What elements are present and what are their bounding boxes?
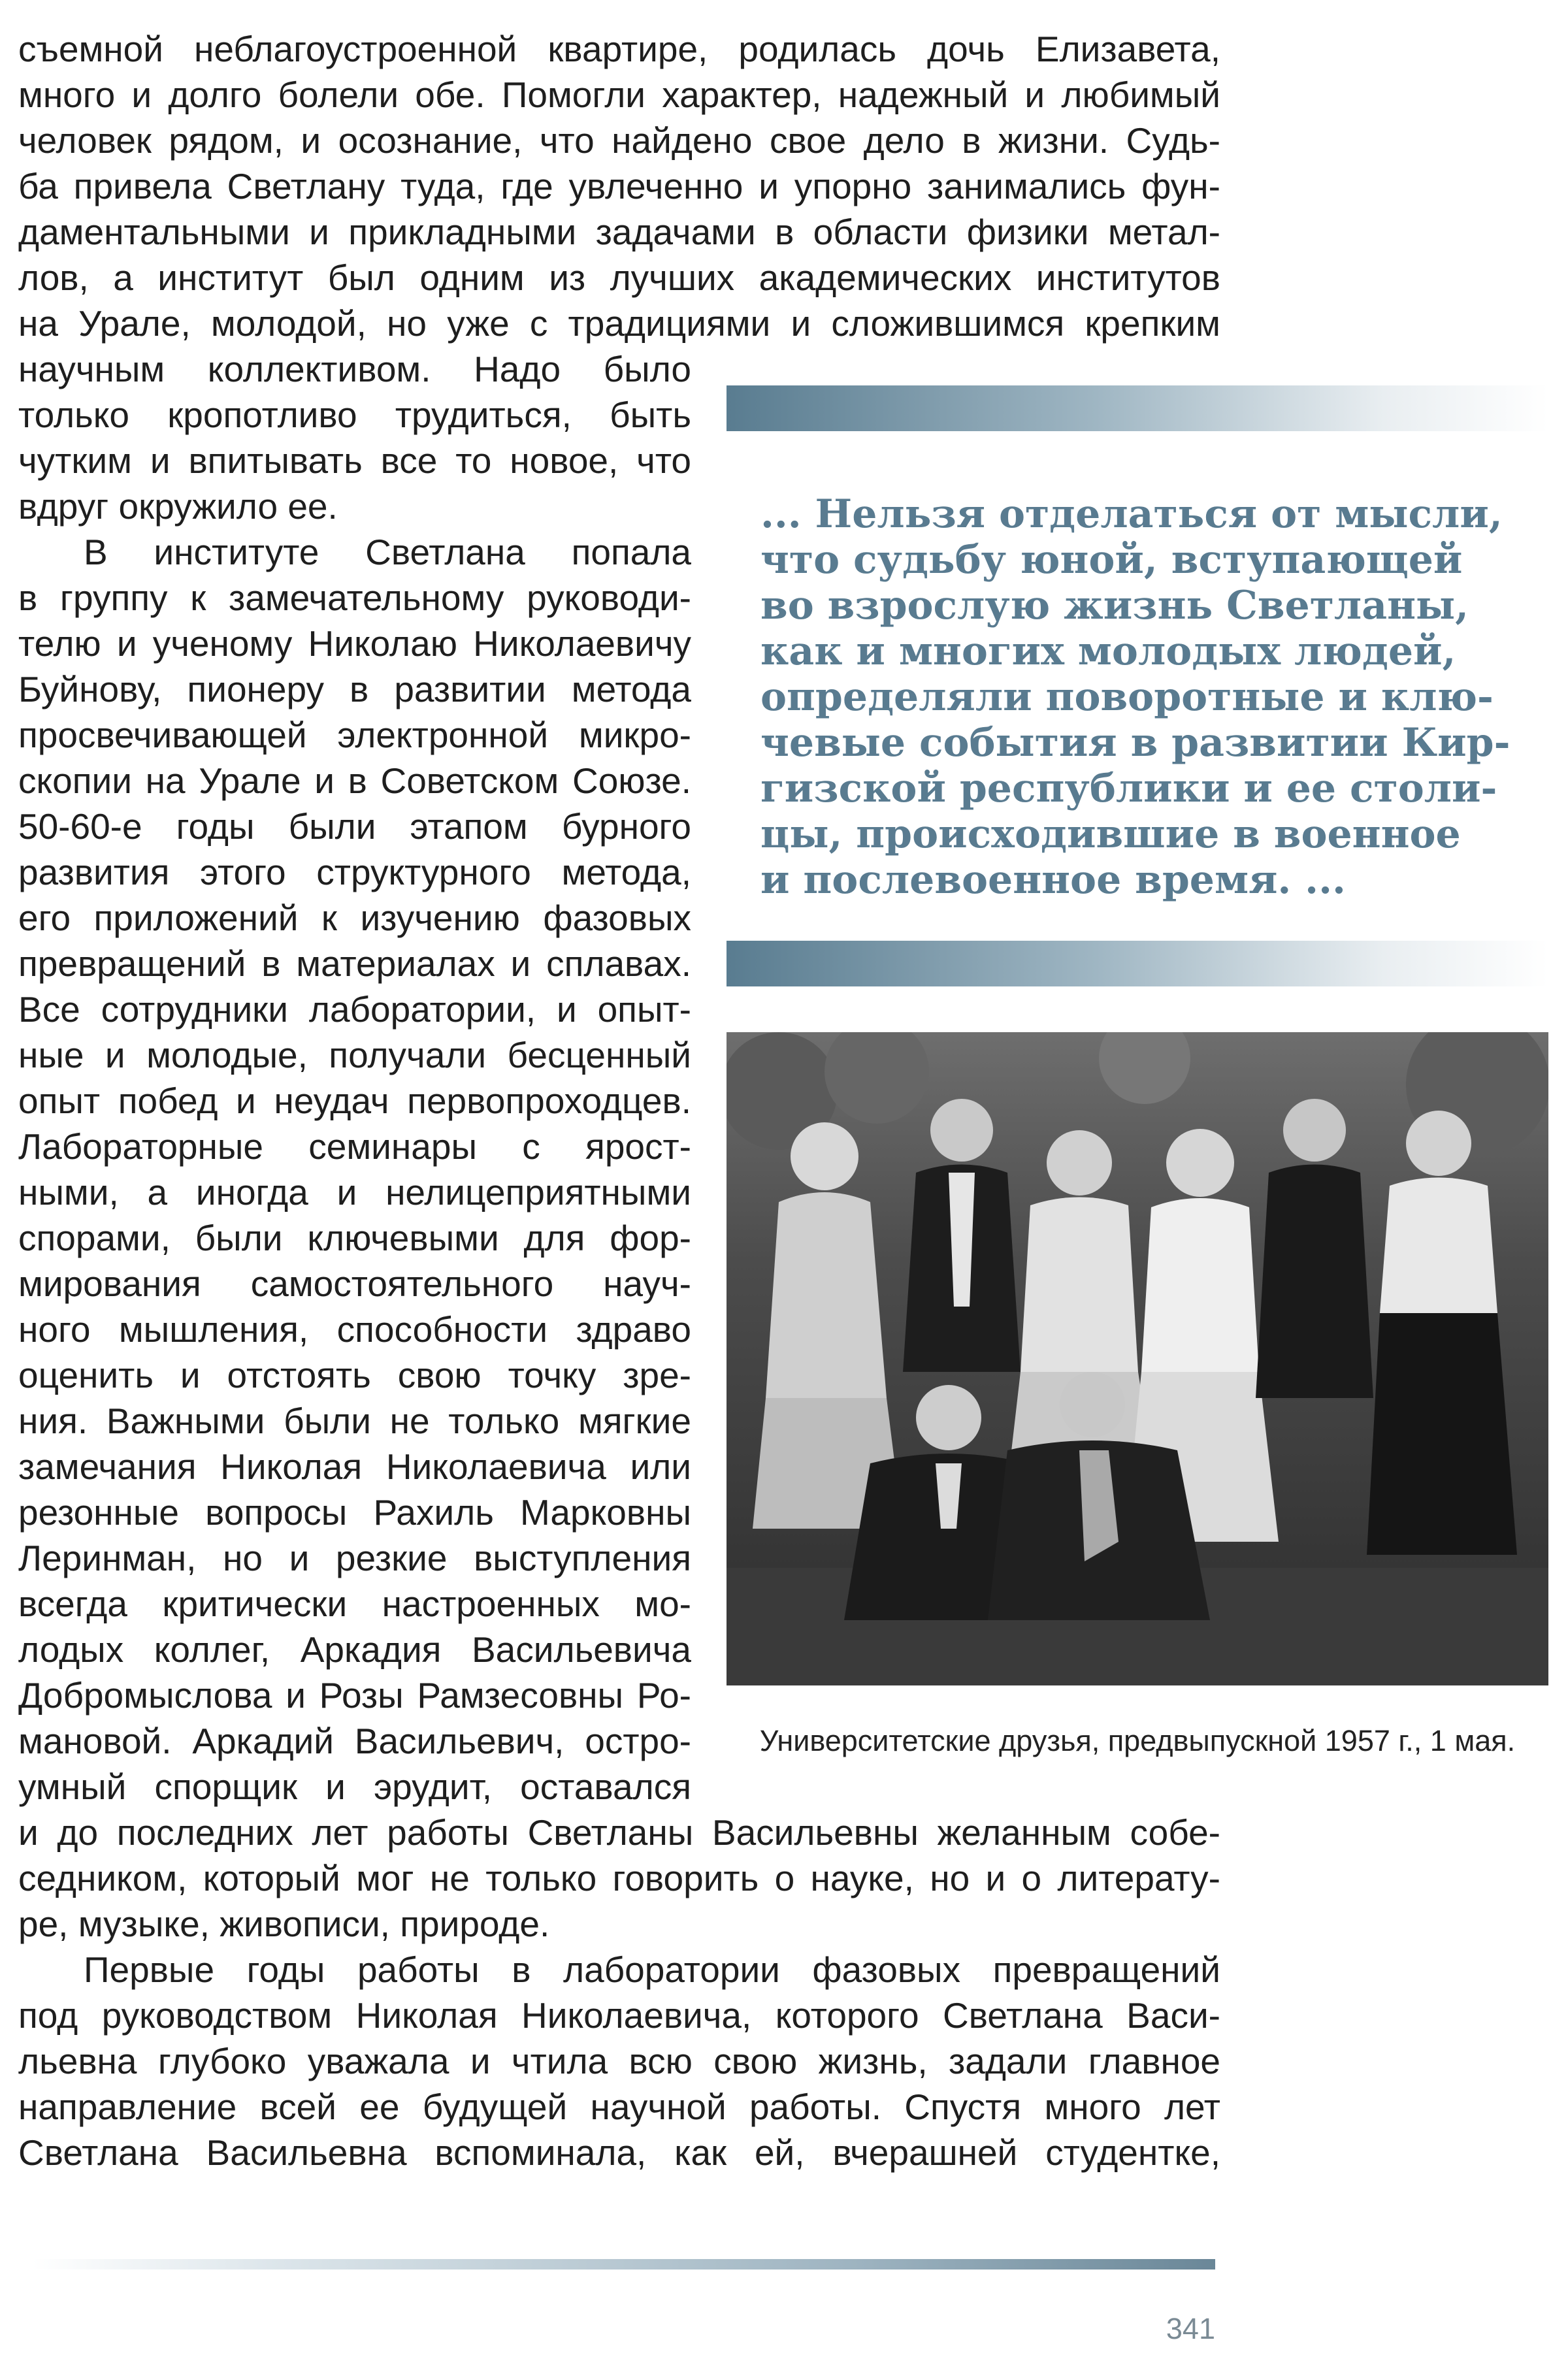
body-line-col-16: ные и молодые, получали бесценный [18, 1035, 691, 1075]
body-line-col-21: мирования самостоятельного науч- [18, 1263, 691, 1304]
body-line-col-19: ными, а иногда и нелицеприятными [18, 1172, 691, 1212]
body-line-top-2: много и долго болели обе. Помогли характер, надежный и любимый [18, 74, 1220, 115]
body-line-col-1: научным коллективом. Надо было [18, 349, 691, 389]
body-line-col-28: всегда критически настроенных мо- [18, 1584, 691, 1624]
body-line-col-25: замечания Николая Николаевича или [18, 1446, 691, 1487]
body-line-bottom-4: Первые годы работы в лаборатории фазовых превращений [84, 1949, 1220, 1990]
body-line-col-3: чутким и впитывать все то новое, что [18, 440, 691, 481]
body-line-col-15: Все сотрудники лаборатории, и опыт- [18, 989, 691, 1030]
body-line-bottom-3: ре, музыке, живописи, природе. [18, 1904, 550, 1944]
pull-quote-line-7: гизской республики и ее столи- [760, 766, 1497, 811]
body-line-col-22: ного мышления, способности здраво [18, 1309, 691, 1350]
pull-quote-top-band [727, 385, 1548, 431]
body-line-col-9: просвечивающей электронной микро- [18, 715, 691, 755]
body-line-col-30: Добромыслова и Розы Рамзесовны Ро- [18, 1675, 691, 1716]
group-photo [727, 1032, 1548, 1685]
body-line-col-6: в группу к замечательному руководи- [18, 578, 691, 618]
body-line-col-10: скопии на Урале и в Советском Союзе. [18, 760, 691, 801]
body-line-col-4: вдруг окружило ее. [18, 486, 338, 527]
body-line-col-7: телю и ученому Николаю Николаевичу [18, 623, 691, 664]
body-line-bottom-8: Светлана Васильевна вспоминала, как ей, вчерашней студентке, [18, 2132, 1220, 2173]
body-line-col-13: его приложений к изучению фазовых [18, 898, 691, 938]
body-line-top-6: лов, а институт был одним из лучших академических институтов [18, 257, 1220, 298]
body-line-bottom-6: льевна глубоко уважала и чтила всю свою жизнь, задали главное [18, 2041, 1220, 2081]
body-line-col-24: ния. Важными были не только мягкие [18, 1401, 691, 1441]
body-line-col-29: лодых коллег, Аркадия Васильевича [18, 1629, 691, 1670]
pull-quote-line-2: что судьбу юной, вступающей [760, 537, 1463, 583]
pull-quote-line-4: как и многих молодых людей, [760, 628, 1456, 674]
body-line-bottom-1: и до последних лет работы Светланы Васильевны желанным собе- [18, 1812, 1220, 1853]
body-line-col-12: развития этого структурного метода, [18, 852, 691, 892]
body-line-bottom-2: седником, который мог не только говорить о науке, но и о литерату- [18, 1858, 1220, 1898]
body-line-top-7: на Урале, молодой, но уже с традициями и сложившимся крепким [18, 303, 1220, 344]
body-line-col-17: опыт побед и неудач первопроходцев. [18, 1081, 691, 1121]
pull-quote-bottom-band [727, 941, 1548, 986]
body-line-col-14: превращений в материалах и сплавах. [18, 943, 691, 984]
body-line-col-11: 50-60-е годы были этапом бурного [18, 806, 691, 847]
body-line-col-23: оценить и отстоять свою точку зре- [18, 1355, 691, 1395]
body-line-top-4: ба привела Светлану туда, где увлеченно и упорно занимались фун- [18, 166, 1220, 206]
body-line-col-31: мановой. Аркадий Васильевич, остро- [18, 1721, 691, 1761]
body-line-col-26: резонные вопросы Рахиль Марковны [18, 1492, 691, 1533]
footer-rule [33, 2259, 1215, 2270]
photo-caption: Университетские друзья, предвыпускной 1957 г., 1 мая. [759, 1724, 1516, 1757]
body-line-col-27: Леринман, но и резкие выступления [18, 1538, 691, 1578]
body-line-col-5: В институте Светлана попала [84, 532, 691, 572]
body-line-bottom-7: направление всей ее будущей научной работы. Спустя много лет [18, 2087, 1220, 2127]
pull-quote-line-5: определяли поворотные и клю- [760, 674, 1494, 720]
page-number: 341 [1166, 2312, 1215, 2345]
pull-quote-line-3: во взрослую жизнь Светланы, [760, 583, 1469, 628]
body-line-col-8: Буйнову, пионеру в развитии метода [18, 669, 691, 709]
pull-quote-line-8: цы, происходившие в военное [760, 811, 1461, 857]
body-line-top-3: человек рядом, и осознание, что найдено свое дело в жизни. Судь- [18, 120, 1220, 161]
pull-quote-line-6: чевые события в развитии Кир- [760, 720, 1511, 766]
body-line-top-5: даментальными и прикладными задачами в области физики метал- [18, 212, 1220, 252]
body-line-col-18: Лабораторные семинары с ярост- [18, 1126, 691, 1167]
group-photo-illustration [727, 1032, 1548, 1685]
body-line-col-2: только кропотливо трудиться, быть [18, 395, 691, 435]
body-line-bottom-5: под руководством Николая Николаевича, которого Светлана Васи- [18, 1995, 1220, 2036]
pull-quote-line-9: и послевоенное время. ... [760, 857, 1346, 903]
body-line-top-1: съемной неблагоустроенной квартире, родилась дочь Елизавета, [18, 29, 1220, 69]
body-line-col-32: умный спорщик и эрудит, оставался [18, 1766, 691, 1807]
pull-quote-line-1: ... Нельзя отделаться от мысли, [760, 491, 1503, 537]
body-line-col-20: спорами, были ключевыми для фор- [18, 1218, 691, 1258]
